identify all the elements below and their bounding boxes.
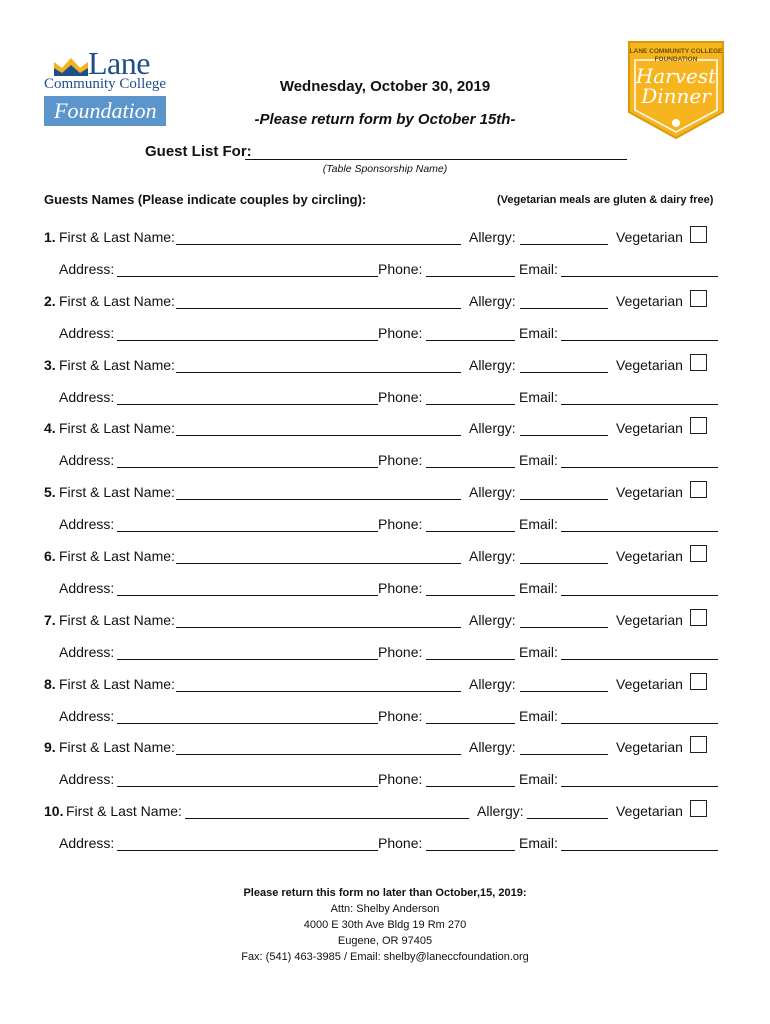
phone-label: Phone: [378,708,423,724]
vegetarian-checkbox[interactable] [690,481,707,498]
first-last-name-field[interactable] [176,372,461,373]
phone-field[interactable] [426,404,515,405]
allergy-field[interactable] [520,372,608,373]
logo-lane-text: Lane [88,45,150,81]
footer-address: 4000 E 30th Ave Bldg 19 Rm 270 [303,919,467,931]
first-last-name-field[interactable] [176,499,461,500]
guest-number: 5. [44,484,56,500]
vegetarian-label: Vegetarian [616,548,683,564]
book-icon [54,56,88,76]
email-label: Email: [519,261,558,277]
phone-label: Phone: [378,580,423,596]
email-label: Email: [519,516,558,532]
allergy-field[interactable] [520,691,608,692]
email-label: Email: [519,835,558,851]
guest-number: 3. [44,357,56,373]
address-label: Address: [59,452,115,468]
phone-label: Phone: [378,389,423,405]
email-field[interactable] [561,723,718,724]
vegetarian-note: (Vegetarian meals are gluten & dairy free) [497,194,714,206]
first-last-name-label: First & Last Name: [59,420,175,436]
first-last-name-field[interactable] [176,435,461,436]
address-field[interactable] [117,467,378,468]
allergy-label: Allergy: [469,293,516,309]
address-label: Address: [59,261,115,277]
guest-list-for-label: Guest List For: [145,143,252,160]
vegetarian-label: Vegetarian [616,229,683,245]
event-date: Wednesday, October 30, 2019 [279,78,491,95]
first-last-name-field[interactable] [176,308,461,309]
footer-deadline: Please return this form no later than October,15, 2019: [243,887,527,899]
vegetarian-checkbox[interactable] [690,290,707,307]
guests-names-label: Guests Names (Please indicate couples by circling): [44,192,367,207]
vegetarian-checkbox[interactable] [690,800,707,817]
email-field[interactable] [561,340,718,341]
email-label: Email: [519,708,558,724]
first-last-name-field[interactable] [185,818,469,819]
guest-number: 7. [44,612,56,628]
vegetarian-label: Vegetarian [616,293,683,309]
first-last-name-label: First & Last Name: [59,229,175,245]
vegetarian-label: Vegetarian [616,357,683,373]
email-label: Email: [519,389,558,405]
phone-field[interactable] [426,659,515,660]
first-last-name-label: First & Last Name: [66,803,182,819]
phone-field[interactable] [426,723,515,724]
allergy-field[interactable] [520,627,608,628]
phone-field[interactable] [426,467,515,468]
allergy-field[interactable] [520,244,608,245]
email-field[interactable] [561,531,718,532]
email-field[interactable] [561,595,718,596]
vegetarian-checkbox[interactable] [690,417,707,434]
email-field[interactable] [561,786,718,787]
logo-community-college-text: Community College [44,76,167,92]
first-last-name-label: First & Last Name: [59,484,175,500]
footer-attn: Attn: Shelby Anderson [330,903,440,915]
email-label: Email: [519,771,558,787]
address-field[interactable] [117,404,378,405]
email-field[interactable] [561,659,718,660]
first-last-name-field[interactable] [176,627,461,628]
first-last-name-field[interactable] [176,563,461,564]
allergy-label: Allergy: [469,484,516,500]
allergy-field[interactable] [520,563,608,564]
email-label: Email: [519,580,558,596]
address-label: Address: [59,516,115,532]
address-label: Address: [59,771,115,787]
vegetarian-label: Vegetarian [616,612,683,628]
vegetarian-label: Vegetarian [616,420,683,436]
phone-label: Phone: [378,261,423,277]
allergy-label: Allergy: [469,357,516,373]
vegetarian-label: Vegetarian [616,484,683,500]
phone-field[interactable] [426,595,515,596]
address-field[interactable] [117,531,378,532]
phone-field[interactable] [426,340,515,341]
allergy-label: Allergy: [469,612,516,628]
email-field[interactable] [561,276,718,277]
address-label: Address: [59,644,115,660]
return-instructions [0,885,770,965]
address-label: Address: [59,835,115,851]
address-field[interactable] [117,276,378,277]
vegetarian-label: Vegetarian [616,739,683,755]
allergy-field[interactable] [520,754,608,755]
footer-city: Eugene, OR 97405 [337,935,433,947]
allergy-field[interactable] [520,499,608,500]
vegetarian-checkbox[interactable] [690,609,707,626]
allergy-label: Allergy: [469,420,516,436]
vegetarian-label: Vegetarian [616,803,683,819]
address-label: Address: [59,580,115,596]
phone-field[interactable] [426,531,515,532]
first-last-name-label: First & Last Name: [59,739,175,755]
guest-number: 9. [44,739,56,755]
phone-field[interactable] [426,850,515,851]
allergy-label: Allergy: [469,676,516,692]
email-label: Email: [519,644,558,660]
vegetarian-label: Vegetarian [616,676,683,692]
first-last-name-field[interactable] [176,244,461,245]
address-field[interactable] [117,723,378,724]
first-last-name-label: First & Last Name: [59,357,175,373]
guest-number: 2. [44,293,56,309]
table-sponsorship-field[interactable] [245,159,627,160]
badge-title-line2: Dinner [641,84,711,108]
address-field[interactable] [117,340,378,341]
phone-field[interactable] [426,276,515,277]
phone-label: Phone: [378,516,423,532]
allergy-label: Allergy: [469,548,516,564]
guest-number: 10. [44,803,64,819]
return-by-note: -Please return form by October 15th- [254,111,516,128]
allergy-label: Allergy: [469,229,516,245]
phone-field[interactable] [426,786,515,787]
email-label: Email: [519,452,558,468]
allergy-label: Allergy: [477,803,524,819]
email-field[interactable] [561,404,718,405]
table-sponsorship-caption: (Table Sponsorship Name) [322,163,448,175]
address-label: Address: [59,708,115,724]
vegetarian-checkbox[interactable] [690,545,707,562]
allergy-field[interactable] [520,435,608,436]
email-label: Email: [519,325,558,341]
phone-label: Phone: [378,452,423,468]
logo-foundation-text: Foundation [44,96,166,126]
email-field[interactable] [561,850,718,851]
email-field[interactable] [561,467,718,468]
address-label: Address: [59,325,115,341]
first-last-name-label: First & Last Name: [59,548,175,564]
guest-number: 6. [44,548,56,564]
vegetarian-checkbox[interactable] [690,354,707,371]
address-label: Address: [59,389,115,405]
vegetarian-checkbox[interactable] [690,226,707,243]
first-last-name-label: First & Last Name: [59,676,175,692]
address-field[interactable] [117,659,378,660]
address-field[interactable] [117,786,378,787]
guest-number: 8. [44,676,56,692]
allergy-label: Allergy: [469,739,516,755]
first-last-name-field[interactable] [176,691,461,692]
first-last-name-label: First & Last Name: [59,293,175,309]
guest-number: 4. [44,420,56,436]
phone-label: Phone: [378,771,423,787]
phone-label: Phone: [378,835,423,851]
vegetarian-checkbox[interactable] [690,736,707,753]
first-last-name-label: First & Last Name: [59,612,175,628]
footer-contact: Fax: (541) 463-3985 / Email: shelby@laneccfoundation.org [241,951,529,963]
phone-label: Phone: [378,325,423,341]
vegetarian-checkbox[interactable] [690,673,707,690]
phone-label: Phone: [378,644,423,660]
first-last-name-field[interactable] [176,754,461,755]
badge-org-text: LANE COMMUNITY COLLEGE FOUNDATION [629,48,723,63]
allergy-field[interactable] [520,308,608,309]
address-field[interactable] [117,850,378,851]
allergy-field[interactable] [527,818,608,819]
guest-number: 1. [44,229,56,245]
address-field[interactable] [117,595,378,596]
badge-title-line1: Harvest [635,64,717,88]
